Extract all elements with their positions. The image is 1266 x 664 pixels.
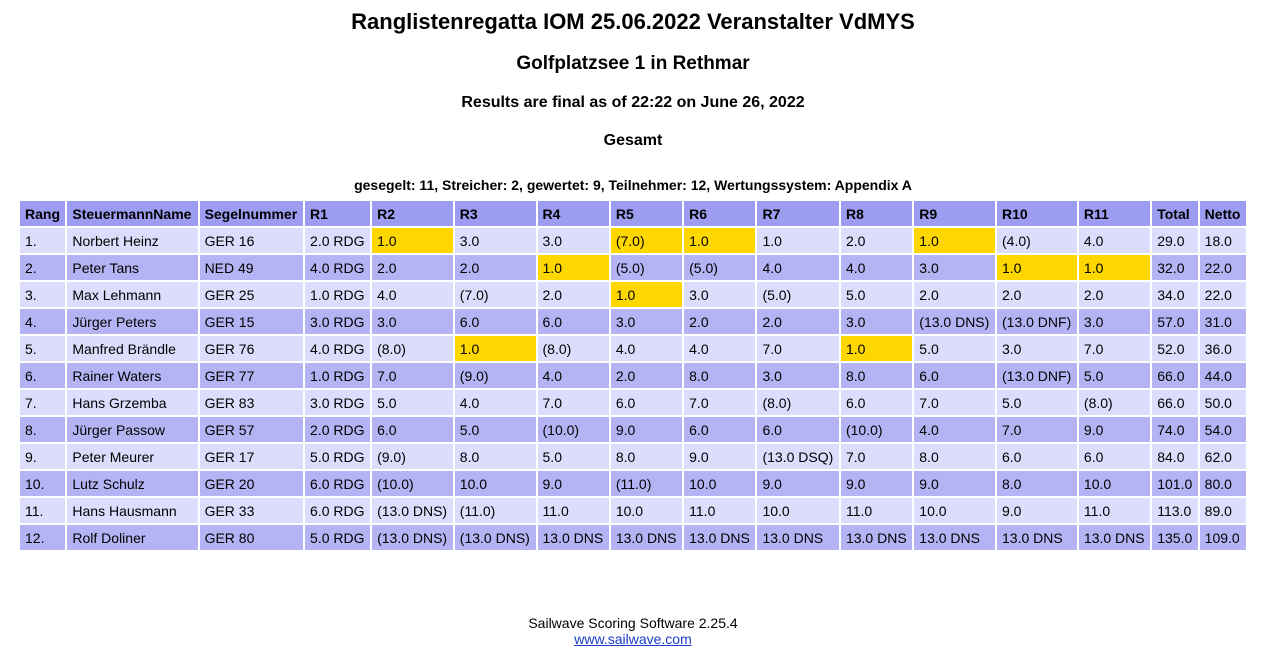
table-cell: 1.0 — [455, 336, 536, 361]
table-cell: (11.0) — [455, 498, 536, 523]
software-credit: Sailwave Scoring Software 2.25.4 — [528, 615, 738, 631]
table-cell: 13.0 DNS — [611, 525, 682, 550]
table-cell: 1.0 — [841, 336, 912, 361]
table-cell: 11.0 — [1079, 498, 1150, 523]
column-header: R4 — [538, 201, 609, 226]
table-cell: 3.0 — [684, 282, 755, 307]
table-cell: 5.0 — [1079, 363, 1150, 388]
table-row — [20, 444, 1246, 469]
table-cell: 8.0 — [841, 363, 912, 388]
table-cell: 12. — [20, 525, 65, 550]
series-summary: gesegelt: 11, Streicher: 2, gewertet: 9, Teilnehmer: 12, Wertungssystem: Appendix A — [354, 177, 912, 193]
table-cell: 6.0 — [914, 363, 995, 388]
column-header: R9 — [914, 201, 995, 226]
table-cell: 1.0 RDG — [305, 363, 370, 388]
table-cell: (13.0 DNF) — [997, 363, 1077, 388]
table-cell: 80.0 — [1200, 471, 1246, 496]
table-cell: Norbert Heinz — [67, 228, 197, 253]
table-cell: 3.0 — [611, 309, 682, 334]
table-cell: 10. — [20, 471, 65, 496]
table-cell: GER 83 — [200, 390, 303, 415]
table-cell: Jürger Passow — [67, 417, 197, 442]
table-cell: Rainer Waters — [67, 363, 197, 388]
table-cell: Lutz Schulz — [67, 471, 197, 496]
table-cell: NED 49 — [200, 255, 303, 280]
table-cell: 6.0 — [455, 309, 536, 334]
table-row — [20, 336, 1246, 361]
table-cell: 57.0 — [1152, 309, 1197, 334]
table-cell: (11.0) — [611, 471, 682, 496]
table-cell: 9.0 — [841, 471, 912, 496]
table-cell: 3.0 RDG — [305, 309, 370, 334]
column-header: R5 — [611, 201, 682, 226]
table-cell: 2.0 RDG — [305, 417, 370, 442]
table-cell: 1.0 — [1079, 255, 1150, 280]
table-cell: 7. — [20, 390, 65, 415]
venue-heading: Golfplatzsee 1 in Rethmar — [516, 53, 750, 74]
table-cell: 6.0 — [538, 309, 609, 334]
table-cell: 4.0 — [611, 336, 682, 361]
table-cell: 1. — [20, 228, 65, 253]
table-row — [20, 498, 1246, 523]
table-cell: 3.0 — [538, 228, 609, 253]
table-cell: 113.0 — [1152, 498, 1197, 523]
table-cell: 4.0 RDG — [305, 336, 370, 361]
table-cell: 44.0 — [1200, 363, 1246, 388]
table-cell: 5.0 RDG — [305, 525, 370, 550]
table-cell: (13.0 DNS) — [455, 525, 536, 550]
column-header: R1 — [305, 201, 370, 226]
table-cell: 2.0 — [914, 282, 995, 307]
table-cell: Hans Hausmann — [67, 498, 197, 523]
table-cell: 3.0 RDG — [305, 390, 370, 415]
table-cell: (4.0) — [997, 228, 1077, 253]
results-status: Results are final as of 22:22 on June 26, 2022 — [461, 94, 805, 111]
table-cell: (13.0 DNF) — [997, 309, 1077, 334]
table-cell: 6.0 — [684, 417, 755, 442]
table-cell: 6.0 — [611, 390, 682, 415]
table-row — [20, 228, 1246, 253]
table-cell: 74.0 — [1152, 417, 1197, 442]
table-row — [20, 525, 1246, 550]
table-cell: 1.0 — [372, 228, 453, 253]
table-cell: GER 76 — [200, 336, 303, 361]
table-cell: 5.0 RDG — [305, 444, 370, 469]
table-cell: Max Lehmann — [67, 282, 197, 307]
table-cell: 9.0 — [914, 471, 995, 496]
table-cell: GER 80 — [200, 525, 303, 550]
table-cell: Peter Meurer — [67, 444, 197, 469]
table-cell: 13.0 DNS — [914, 525, 995, 550]
table-cell: 3.0 — [841, 309, 912, 334]
table-cell: 8.0 — [455, 444, 536, 469]
table-cell: 4.0 — [372, 282, 453, 307]
table-cell: 34.0 — [1152, 282, 1197, 307]
table-cell: GER 20 — [200, 471, 303, 496]
table-cell: 5.0 — [914, 336, 995, 361]
results-table — [18, 199, 1248, 552]
sailwave-link[interactable]: www.sailwave.com — [574, 631, 692, 647]
table-cell: 109.0 — [1200, 525, 1246, 550]
table-cell: 5.0 — [841, 282, 912, 307]
page-title: Ranglistenregatta IOM 25.06.2022 Veranstalter VdMYS — [351, 9, 915, 34]
table-cell: 32.0 — [1152, 255, 1197, 280]
table-cell: 3.0 — [1079, 309, 1150, 334]
table-cell: 4.0 — [455, 390, 536, 415]
table-cell: 66.0 — [1152, 363, 1197, 388]
table-cell: (5.0) — [611, 255, 682, 280]
table-cell: 10.0 — [1079, 471, 1150, 496]
table-cell: (9.0) — [455, 363, 536, 388]
table-cell: 3.0 — [757, 363, 839, 388]
table-cell: 6. — [20, 363, 65, 388]
table-cell: 2.0 — [757, 309, 839, 334]
table-cell: 9.0 — [611, 417, 682, 442]
table-cell: (9.0) — [372, 444, 453, 469]
table-cell: (13.0 DSQ) — [757, 444, 839, 469]
table-row — [20, 390, 1246, 415]
table-cell: 13.0 DNS — [684, 525, 755, 550]
table-cell: 1.0 — [997, 255, 1077, 280]
table-cell: 8.0 — [914, 444, 995, 469]
table-cell: 7.0 — [841, 444, 912, 469]
table-cell: (5.0) — [757, 282, 839, 307]
table-cell: (8.0) — [757, 390, 839, 415]
table-cell: 89.0 — [1200, 498, 1246, 523]
table-cell: 50.0 — [1200, 390, 1246, 415]
table-cell: 9.0 — [538, 471, 609, 496]
table-cell: 22.0 — [1200, 255, 1246, 280]
table-row — [20, 309, 1246, 334]
table-cell: 9. — [20, 444, 65, 469]
table-cell: (8.0) — [1079, 390, 1150, 415]
column-header: R2 — [372, 201, 453, 226]
table-cell: 7.0 — [1079, 336, 1150, 361]
table-cell: 3.0 — [455, 228, 536, 253]
table-cell: 9.0 — [997, 498, 1077, 523]
table-cell: 6.0 — [997, 444, 1077, 469]
table-cell: GER 16 — [200, 228, 303, 253]
table-cell: 5. — [20, 336, 65, 361]
table-cell: 3.0 — [997, 336, 1077, 361]
column-header: R6 — [684, 201, 755, 226]
table-cell: 7.0 — [372, 363, 453, 388]
table-cell: Hans Grzemba — [67, 390, 197, 415]
table-cell: 8.0 — [684, 363, 755, 388]
table-cell: Rolf Doliner — [67, 525, 197, 550]
table-cell: 101.0 — [1152, 471, 1197, 496]
table-cell: 8. — [20, 417, 65, 442]
table-cell: Jürger Peters — [67, 309, 197, 334]
table-cell: 22.0 — [1200, 282, 1246, 307]
table-row — [20, 255, 1246, 280]
table-cell: 5.0 — [997, 390, 1077, 415]
table-cell: 1.0 — [538, 255, 609, 280]
table-cell: (8.0) — [538, 336, 609, 361]
table-cell: (10.0) — [538, 417, 609, 442]
section-heading: Gesamt — [603, 132, 663, 149]
table-cell: 2.0 — [841, 228, 912, 253]
table-cell: 2.0 — [684, 309, 755, 334]
results-body — [20, 228, 1246, 550]
table-cell: 2.0 — [1079, 282, 1150, 307]
table-cell: GER 77 — [200, 363, 303, 388]
table-cell: GER 57 — [200, 417, 303, 442]
table-cell: 3. — [20, 282, 65, 307]
table-cell: 36.0 — [1200, 336, 1246, 361]
table-cell: 11.0 — [684, 498, 755, 523]
table-cell: 9.0 — [757, 471, 839, 496]
table-cell: 4.0 — [841, 255, 912, 280]
table-cell: (10.0) — [841, 417, 912, 442]
table-cell: 3.0 — [914, 255, 995, 280]
table-cell: 13.0 DNS — [538, 525, 609, 550]
column-header: R11 — [1079, 201, 1150, 226]
table-cell: 7.0 — [538, 390, 609, 415]
table-cell: 2.0 RDG — [305, 228, 370, 253]
table-cell: 11.0 — [841, 498, 912, 523]
table-cell: 66.0 — [1152, 390, 1197, 415]
table-cell: 4.0 — [684, 336, 755, 361]
table-cell: (7.0) — [611, 228, 682, 253]
table-cell: (10.0) — [372, 471, 453, 496]
table-cell: 7.0 — [997, 417, 1077, 442]
table-cell: 2. — [20, 255, 65, 280]
table-cell: 13.0 DNS — [757, 525, 839, 550]
table-cell: (7.0) — [455, 282, 536, 307]
table-cell: 5.0 — [372, 390, 453, 415]
table-cell: 62.0 — [1200, 444, 1246, 469]
column-header: R10 — [997, 201, 1077, 226]
table-header-row — [20, 201, 1246, 226]
table-cell: 3.0 — [372, 309, 453, 334]
column-header: Netto — [1200, 201, 1246, 226]
table-cell: 135.0 — [1152, 525, 1197, 550]
table-cell: 7.0 — [684, 390, 755, 415]
table-cell: 6.0 — [1079, 444, 1150, 469]
table-cell: 8.0 — [611, 444, 682, 469]
table-cell: 31.0 — [1200, 309, 1246, 334]
table-cell: (13.0 DNS) — [372, 525, 453, 550]
table-cell: (5.0) — [684, 255, 755, 280]
table-cell: 11. — [20, 498, 65, 523]
table-cell: GER 17 — [200, 444, 303, 469]
table-cell: GER 25 — [200, 282, 303, 307]
table-cell: 84.0 — [1152, 444, 1197, 469]
table-cell: 4. — [20, 309, 65, 334]
column-header: R3 — [455, 201, 536, 226]
table-cell: 4.0 — [757, 255, 839, 280]
table-cell: 10.0 — [914, 498, 995, 523]
table-cell: 6.0 RDG — [305, 471, 370, 496]
table-cell: 4.0 — [914, 417, 995, 442]
table-row — [20, 363, 1246, 388]
table-cell: 11.0 — [538, 498, 609, 523]
table-cell: 13.0 DNS — [1079, 525, 1150, 550]
table-cell: 9.0 — [684, 444, 755, 469]
table-cell: 10.0 — [757, 498, 839, 523]
column-header: Rang — [20, 201, 65, 226]
table-cell: (13.0 DNS) — [372, 498, 453, 523]
table-cell: 5.0 — [538, 444, 609, 469]
column-header: R8 — [841, 201, 912, 226]
table-cell: 1.0 RDG — [305, 282, 370, 307]
table-cell: 5.0 — [455, 417, 536, 442]
table-cell: 9.0 — [1079, 417, 1150, 442]
table-cell: 4.0 — [538, 363, 609, 388]
table-row — [20, 417, 1246, 442]
table-cell: 2.0 — [455, 255, 536, 280]
table-cell: 6.0 — [757, 417, 839, 442]
column-header: R7 — [757, 201, 839, 226]
table-cell: 4.0 RDG — [305, 255, 370, 280]
table-cell: GER 33 — [200, 498, 303, 523]
table-cell: 54.0 — [1200, 417, 1246, 442]
table-cell: Manfred Brändle — [67, 336, 197, 361]
table-cell: 6.0 RDG — [305, 498, 370, 523]
table-cell: (13.0 DNS) — [914, 309, 995, 334]
table-cell: 8.0 — [997, 471, 1077, 496]
column-header: Total — [1152, 201, 1197, 226]
table-cell: (8.0) — [372, 336, 453, 361]
table-cell: 1.0 — [914, 228, 995, 253]
column-header: Segelnummer — [200, 201, 303, 226]
table-cell: 29.0 — [1152, 228, 1197, 253]
table-cell: 1.0 — [611, 282, 682, 307]
table-cell: 2.0 — [538, 282, 609, 307]
table-row — [20, 471, 1246, 496]
table-cell: 6.0 — [841, 390, 912, 415]
table-cell: 10.0 — [611, 498, 682, 523]
table-cell: 2.0 — [611, 363, 682, 388]
table-cell: 2.0 — [997, 282, 1077, 307]
table-cell: 10.0 — [455, 471, 536, 496]
table-cell: 7.0 — [757, 336, 839, 361]
table-cell: 10.0 — [684, 471, 755, 496]
table-cell: 13.0 DNS — [997, 525, 1077, 550]
table-cell: 1.0 — [684, 228, 755, 253]
table-cell: Peter Tans — [67, 255, 197, 280]
table-cell: 2.0 — [372, 255, 453, 280]
table-cell: 13.0 DNS — [841, 525, 912, 550]
table-cell: GER 15 — [200, 309, 303, 334]
table-cell: 4.0 — [1079, 228, 1150, 253]
footer — [0, 615, 1266, 647]
column-header: SteuermannName — [67, 201, 197, 226]
table-cell: 6.0 — [372, 417, 453, 442]
table-cell: 1.0 — [757, 228, 839, 253]
table-row — [20, 282, 1246, 307]
table-cell: 18.0 — [1200, 228, 1246, 253]
table-cell: 7.0 — [914, 390, 995, 415]
table-cell: 52.0 — [1152, 336, 1197, 361]
